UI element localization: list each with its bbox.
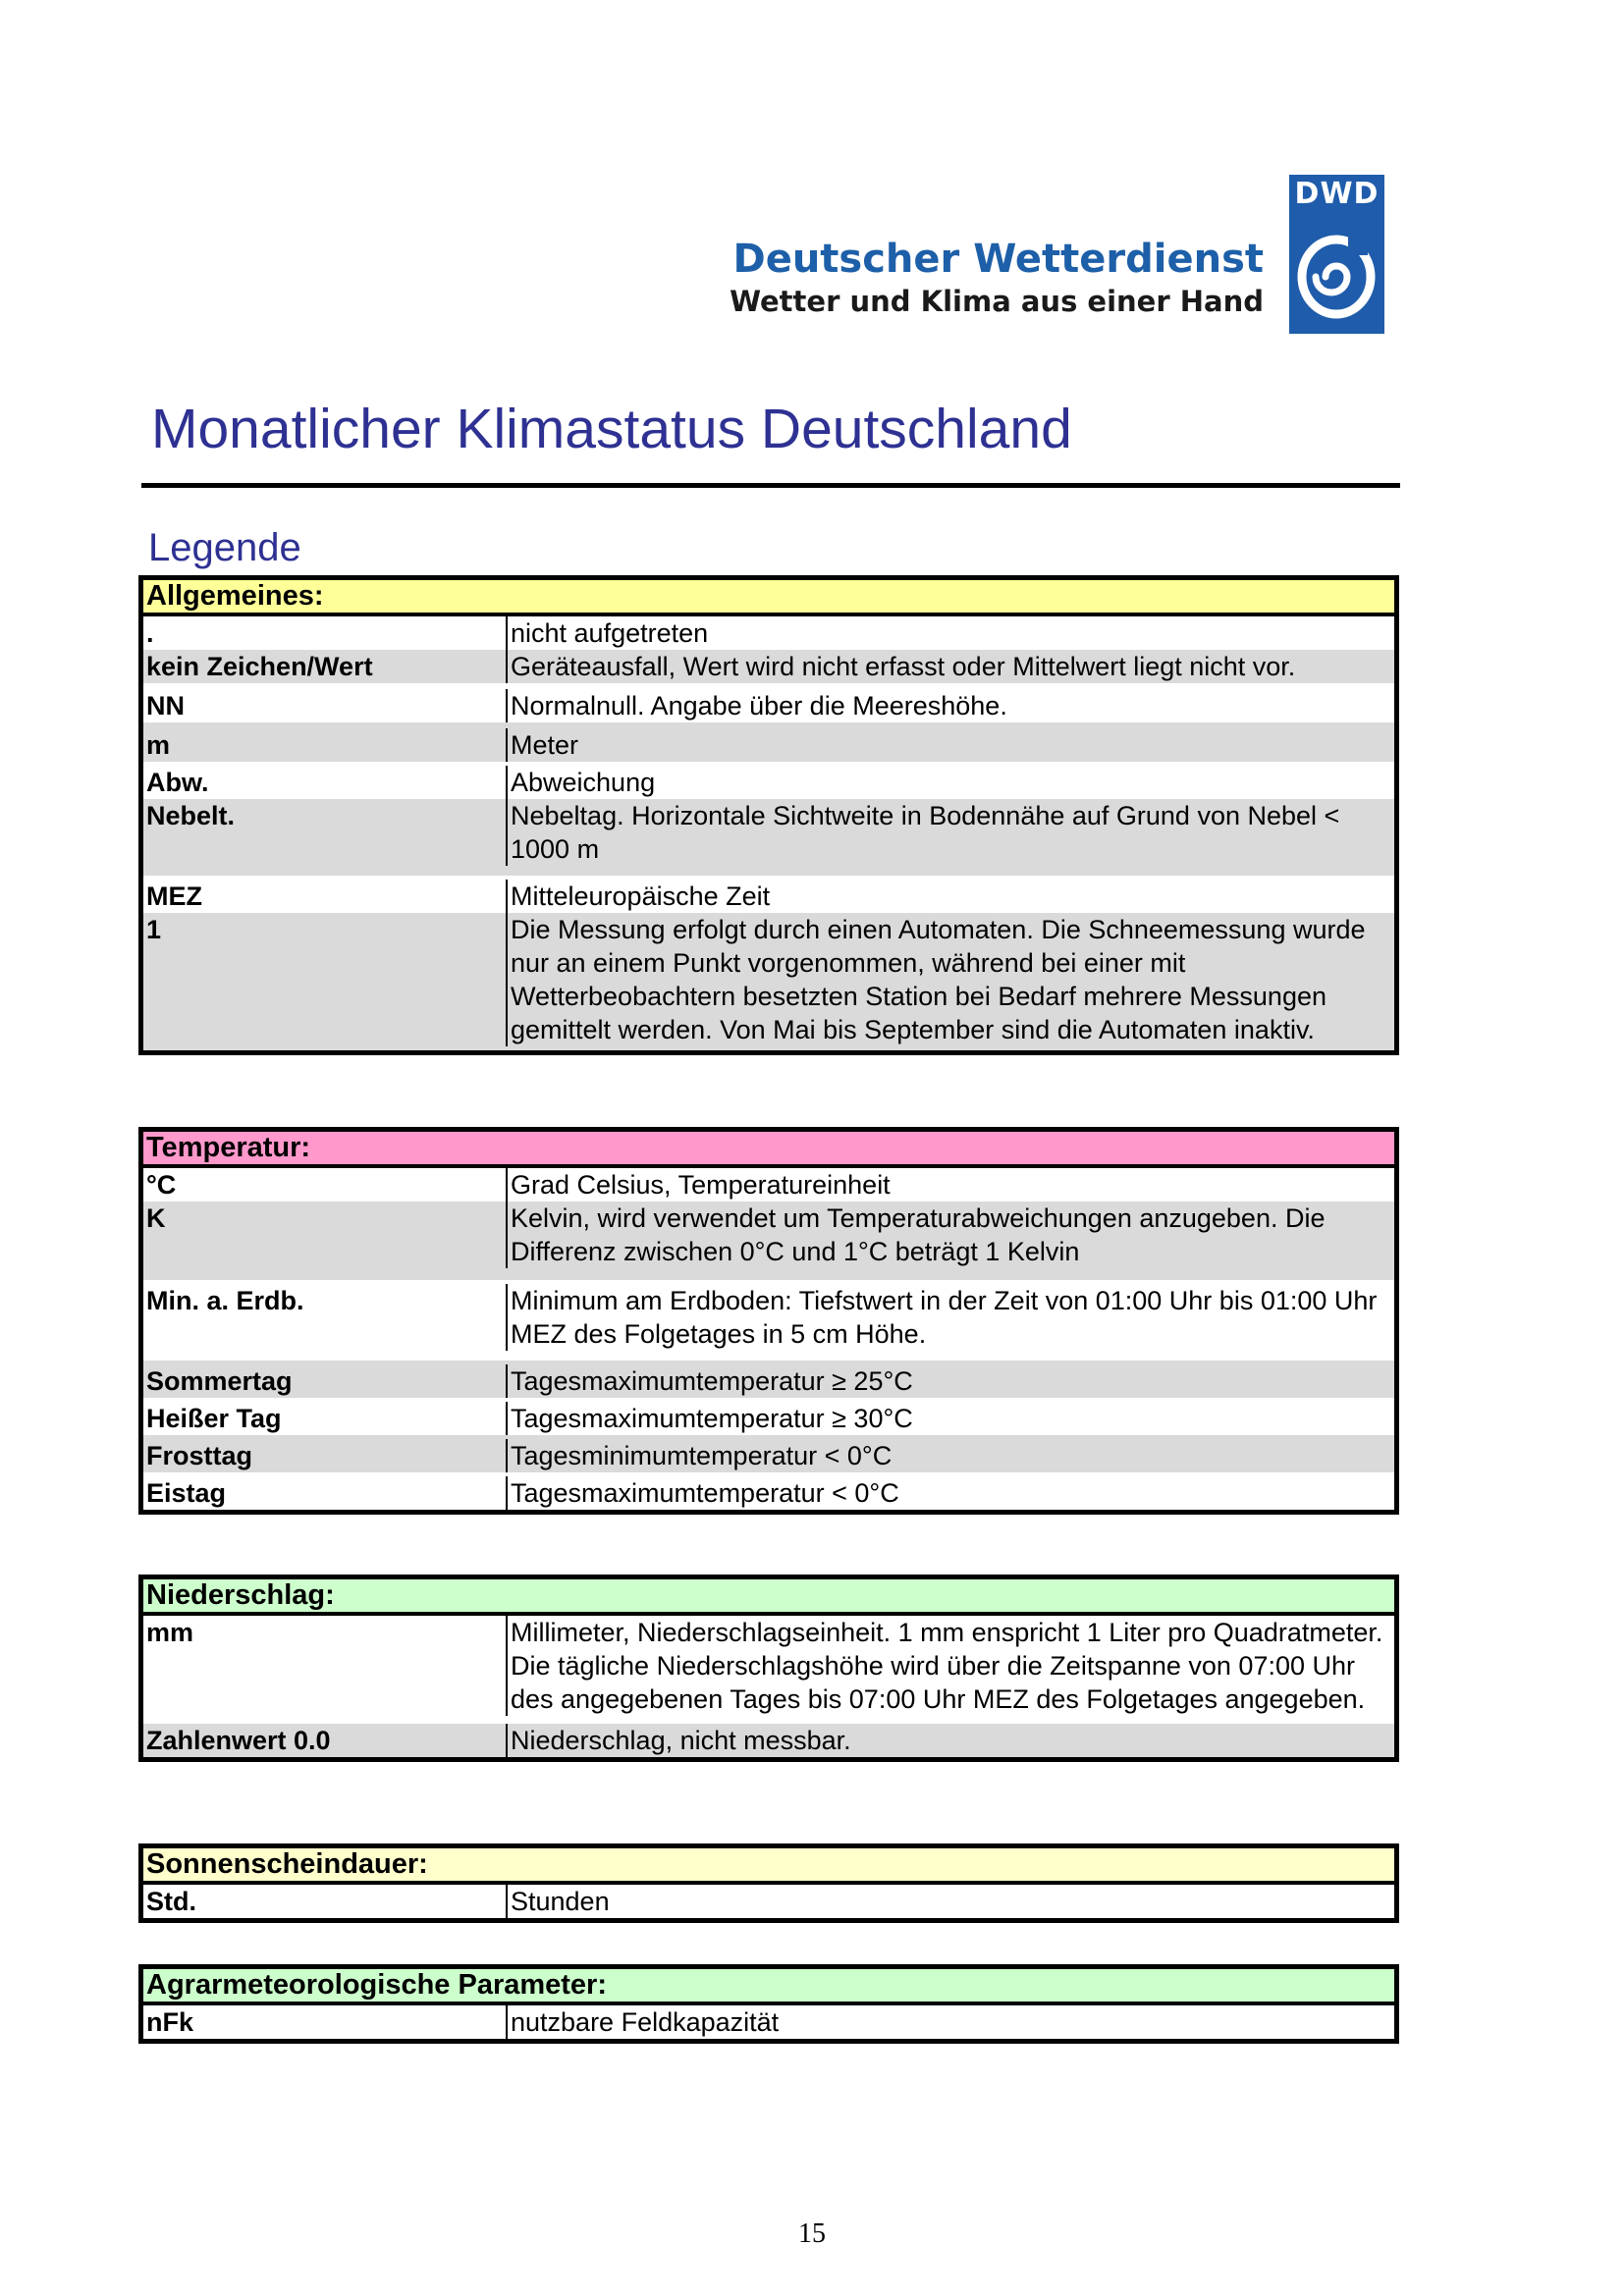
- row-value: Normalnull. Angabe über die Meereshöhe.: [511, 691, 1007, 721]
- legend-table-temperatur: [138, 1127, 1399, 1515]
- row-value: nicht aufgetreten: [511, 618, 709, 648]
- row-key: mm: [143, 1616, 508, 1716]
- row-key: NN: [143, 689, 508, 722]
- table-header: Allgemeines:: [143, 580, 1394, 616]
- table-row: [143, 722, 1394, 762]
- table-row: [143, 683, 1394, 722]
- row-value: Tagesminimumtemperatur < 0°C: [511, 1441, 893, 1470]
- title-divider: [141, 483, 1400, 488]
- table-row: [143, 913, 1394, 1050]
- table-row: [143, 1472, 1394, 1510]
- row-key: Zahlenwert 0.0: [143, 1724, 508, 1757]
- section-heading: Legende: [148, 526, 301, 569]
- row-key: Nebelt.: [143, 799, 508, 866]
- row-value: Nebeltag. Horizontale Sichtweite in Bodennähe auf Grund von Nebel < 1000 m: [511, 801, 1340, 864]
- row-value: Tagesmaximumtemperatur ≥ 30°C: [511, 1404, 913, 1433]
- table-row: [143, 1168, 1394, 1201]
- table-header: Sonnenscheindauer:: [143, 1848, 1394, 1885]
- row-value: Kelvin, wird verwendet um Temperaturabweichungen anzugeben. Die Differenz zwischen 0°C und 1°C beträgt 1 Kelvin: [511, 1203, 1326, 1266]
- dwd-logo-text: [730, 236, 1264, 320]
- dwd-spiral-icon: [1297, 226, 1377, 324]
- row-value: Die Messung erfolgt durch einen Automaten. Die Schneemessung wurde nur an einem Punkt vorgenommen, während bei einer mit Wetterbeobachtern besetzten Station bei Bedarf mehrere Messungen gemittelt werden. Von Mai bis September sind die Automaten inaktiv.: [511, 915, 1366, 1044]
- row-key: MEZ: [143, 880, 508, 913]
- logo-slogan: Wetter und Klima aus einer Hand: [730, 285, 1264, 318]
- row-value: Meter: [511, 730, 579, 760]
- row-key: kein Zeichen/Wert: [143, 650, 508, 683]
- table-row: [143, 1201, 1394, 1280]
- table-row: [143, 1398, 1394, 1435]
- row-key: Frosttag: [143, 1439, 508, 1472]
- dwd-logo: [1289, 175, 1384, 334]
- row-value: nutzbare Feldkapazität: [511, 2007, 780, 2037]
- table-row: [143, 1361, 1394, 1398]
- row-value: Millimeter, Niederschlagseinheit. 1 mm enspricht 1 Liter pro Quadratmeter. Die tägliche Niederschlagshöhe wird über die Zeitspanne von 07:00 Uhr des angegebenen Tages bis 07:00 Uhr MEZ des Folgetages angegeben.: [511, 1618, 1383, 1714]
- table-row: [143, 1280, 1394, 1361]
- row-key: Min. a. Erdb.: [143, 1284, 508, 1351]
- table-row: [143, 1616, 1394, 1724]
- row-value: Grad Celsius, Temperatureinheit: [511, 1170, 891, 1200]
- row-value: Tagesmaximumtemperatur ≥ 25°C: [511, 1366, 913, 1396]
- row-value: Minimum am Erdboden: Tiefstwert in der Zeit von 01:00 Uhr bis 01:00 Uhr MEZ des Folgetages in 5 cm Höhe.: [511, 1286, 1378, 1349]
- logo-abbreviation: DWD: [1294, 177, 1380, 211]
- row-value: Niederschlag, nicht messbar.: [511, 1726, 851, 1755]
- row-value: Stunden: [511, 1887, 610, 1916]
- row-key: .: [143, 616, 508, 650]
- legend-table-agrarmeteorologie: [138, 1964, 1399, 2044]
- row-key: K: [143, 1201, 508, 1268]
- row-key: nFk: [143, 2005, 508, 2039]
- row-key: °C: [143, 1168, 508, 1201]
- table-row: [143, 616, 1394, 650]
- row-key: Std.: [143, 1885, 508, 1918]
- row-key: Sommertag: [143, 1364, 508, 1398]
- page-number: 15: [798, 2218, 826, 2249]
- page-title: Monatlicher Klimastatus Deutschland: [151, 398, 1072, 460]
- table-row: [143, 1885, 1394, 1918]
- row-value: Mitteleuropäische Zeit: [511, 881, 771, 911]
- table-row: [143, 876, 1394, 913]
- table-row: [143, 799, 1394, 876]
- legend-table-allgemeines: [138, 575, 1399, 1055]
- table-header: Agrarmeteorologische Parameter:: [143, 1969, 1394, 2005]
- table-header: Temperatur:: [143, 1132, 1394, 1168]
- table-header: Niederschlag:: [143, 1579, 1394, 1616]
- logo-name: Deutscher Wetterdienst: [732, 237, 1264, 282]
- row-value: Abweichung: [511, 768, 656, 797]
- row-value: Geräteausfall, Wert wird nicht erfasst oder Mittelwert liegt nicht vor.: [511, 652, 1296, 681]
- legend-table-niederschlag: [138, 1575, 1399, 1762]
- legend-table-sonnenscheindauer: [138, 1843, 1399, 1923]
- table-row: [143, 2005, 1394, 2039]
- table-row: [143, 762, 1394, 799]
- row-key: m: [143, 728, 508, 762]
- row-key: 1: [143, 913, 508, 1046]
- row-key: Eistag: [143, 1476, 508, 1510]
- row-key: Abw.: [143, 766, 508, 799]
- table-row: [143, 1435, 1394, 1472]
- table-row: [143, 650, 1394, 683]
- row-key: Heißer Tag: [143, 1402, 508, 1435]
- table-row: [143, 1724, 1394, 1757]
- row-value: Tagesmaximumtemperatur < 0°C: [511, 1478, 899, 1508]
